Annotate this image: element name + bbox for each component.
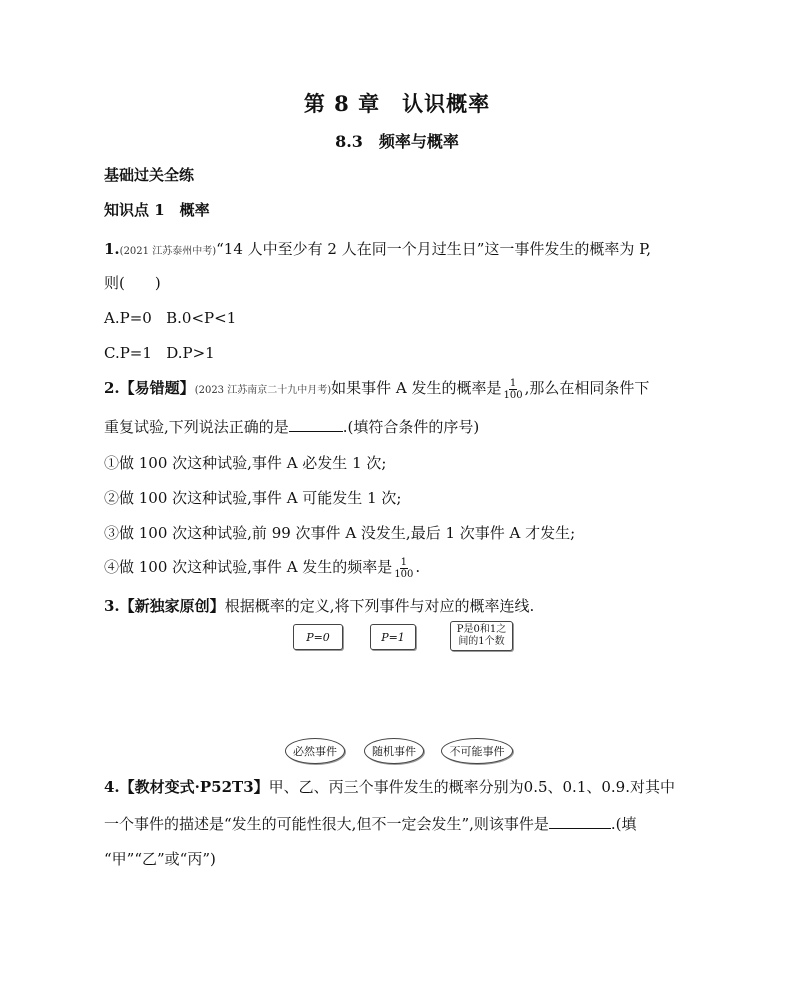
q2-item4-fraction [393,557,414,580]
knowledge-point: 知识点 1 概率 [104,201,210,219]
q4-line2 [104,813,637,834]
event-oval-certain: 必然事件 [285,738,345,764]
q2-fraction [503,378,524,401]
probability-box-between-line2: 间的1个数 [458,636,505,647]
q2-item4-b: . [415,558,421,576]
q1-text2: 则( ) [104,274,161,292]
q4-answer-blank[interactable] [549,814,611,829]
q2-text2-a: 重复试验,下列说法正确的是 [104,418,289,436]
q2-number: 2. [104,379,120,397]
practice-label: 基础过关全练 [104,166,195,184]
probability-box-zero: P=0 [293,624,343,650]
q1-options-ab [104,309,236,327]
q2-item1: ①做 100 次这种试验,事件 A 必发生 1 次; [104,454,387,472]
probability-box-between-line1: P是0和1之 [456,624,507,635]
q4-text2-b: .(填 [610,815,637,833]
q4-number: 4. [104,778,120,796]
q2-frac-num: 1 [509,377,517,389]
q3-tag: 【新独家原创】 [119,597,225,615]
q2-source: (2023 江苏南京二十九中月考) [194,385,332,396]
q3-text: 根据概率的定义,将下列事件与对应的概率连线. [224,597,535,615]
q2-tag: 【易错题】 [119,379,195,397]
q1-options-cd [104,344,215,362]
chapter-title: 第 8 章 认识概率 [303,91,491,116]
q4-line1 [104,776,675,797]
q2-item3: ③做 100 次这种试验,前 99 次事件 A 没发生,最后 1 次事件 A 才发生; [104,524,576,542]
q2-answer-blank[interactable] [289,417,343,432]
q1-option-d: D.P>1 [166,344,215,362]
q2-text-a: 如果事件 A 发生的概率是 [331,379,502,397]
probability-box-between [450,621,513,651]
probability-box-one: P=1 [370,624,416,650]
q4-tag: 【教材变式·P52T3】 [119,778,269,796]
q2-text2-b: .(填符合条件的序号) [342,418,480,436]
q1-option-c: C.P=1 [104,344,152,362]
q1-line1 [104,238,651,259]
q2-line2 [104,416,479,437]
q2-item4-frac-den: 100 [394,568,414,580]
event-oval-impossible: 不可能事件 [441,738,513,764]
section-title: 8.3 频率与概率 [335,132,459,151]
q1-source: (2021 江苏泰州中考) [119,246,217,257]
q3-number: 3. [104,597,120,615]
q3-line1 [104,595,534,616]
q4-text2-a: 一个事件的描述是“发生的可能性很大,但不一定会发生”,则该事件是 [104,815,549,833]
q1-option-b: B.0<P<1 [166,309,237,327]
q1-text1: “14 人中至少有 2 人在同一个月过生日”这一事件发生的概率为 P, [216,240,651,258]
q1-option-a: A.P=0 [104,309,152,327]
q2-item4-frac-num: 1 [400,556,408,568]
q2-frac-den: 100 [503,389,523,401]
q4-text3: “甲”“乙”或“丙”) [104,850,216,868]
q2-item4-a: ④做 100 次这种试验,事件 A 发生的频率是 [104,558,393,576]
event-oval-random: 随机事件 [364,738,424,764]
q2-line1 [104,377,649,401]
q2-text-b: ,那么在相同条件下 [524,379,650,397]
q2-item4 [104,556,420,580]
q2-item2: ②做 100 次这种试验,事件 A 可能发生 1 次; [104,489,402,507]
q4-text1: 甲、乙、丙三个事件发生的概率分别为0.5、0.1、0.9.对其中 [268,778,675,796]
q1-number: 1. [104,240,120,258]
